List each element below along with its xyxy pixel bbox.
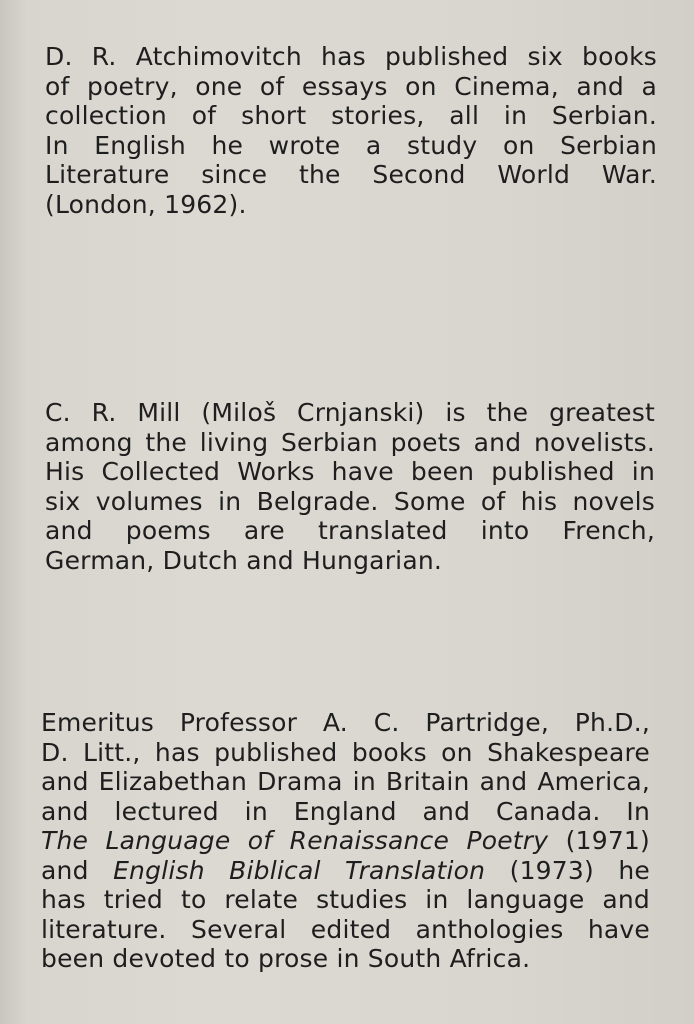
author-bio-mill (45, 398, 655, 575)
text-line: among the living Serbian poets and novelists. (45, 427, 655, 457)
book-title: English Biblical Translation (113, 855, 486, 885)
text-fragment: (1971) (565, 826, 650, 855)
text-line: C. R. Mill (Miloš Crnjanski) is the greatest (45, 398, 655, 427)
text-line: D. R. Atchimovitch has published six books (45, 42, 657, 71)
text-line: In English he wrote a study on Serbian (45, 130, 657, 160)
text-line: Emeritus Professor A. C. Partridge, Ph.D., (41, 708, 650, 737)
text-fragment: (1973) he (509, 855, 650, 885)
text-line: and poems are translated into French, (45, 516, 655, 545)
text-line: His Collected Works have been published in (45, 457, 655, 486)
author-bio-atchimovitch (45, 42, 657, 219)
text-line: of poetry, one of essays on Cinema, and a (45, 71, 657, 101)
text-line: Literature since the Second World War. (45, 160, 657, 189)
text-line (41, 826, 650, 856)
text-line: literature. Several edited anthologies have (41, 914, 650, 944)
text-line: (London, 1962). (45, 189, 247, 219)
text-line: D. Litt., has published books on Shakespeare (41, 737, 650, 767)
text-line: six volumes in Belgrade. Some of his novels (45, 486, 655, 516)
text-line: German, Dutch and Hungarian. (45, 545, 443, 575)
text-fragment: and (41, 855, 89, 885)
text-line: has tried to relate studies in language and (41, 885, 650, 914)
book-title: The Language of Renaissance Poetry (41, 826, 549, 855)
text-line (41, 856, 650, 886)
text-line: been devoted to prose in South Africa. (41, 944, 531, 973)
text-line: collection of short stories, all in Serbian. (45, 101, 657, 130)
text-line: and lectured in England and Canada. In (41, 796, 650, 826)
author-bio-partridge (41, 708, 650, 974)
text-line: and Elizabethan Drama in Britain and America, (41, 767, 650, 796)
